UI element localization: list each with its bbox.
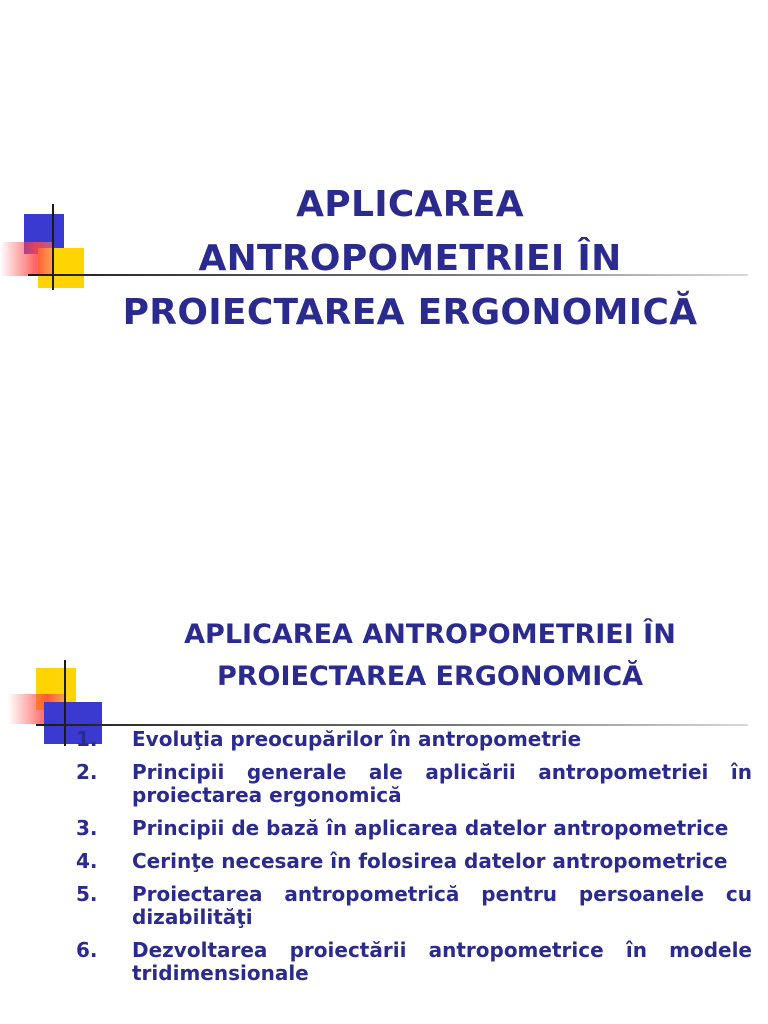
title-line: APLICAREA ANTROPOMETRIEI ÎN bbox=[184, 619, 676, 650]
ornament-vertical-line bbox=[64, 660, 66, 746]
list-item bbox=[76, 883, 752, 929]
title-line: APLICAREA bbox=[296, 184, 524, 225]
list-item bbox=[76, 850, 752, 873]
ornament-vertical-line bbox=[52, 204, 54, 290]
list-item-text: Principii de bază în aplicarea datelor antropometrice bbox=[132, 816, 729, 840]
ornament-red-square bbox=[0, 242, 52, 276]
list-item bbox=[76, 728, 752, 751]
list-item-text: Cerinţe necesare în folosirea datelor antropometrice bbox=[132, 849, 728, 873]
list-item bbox=[76, 761, 752, 807]
agenda-list bbox=[76, 728, 752, 995]
list-item-number: 6. bbox=[76, 938, 98, 962]
title-line: PROIECTAREA ERGONOMICĂ bbox=[122, 292, 698, 333]
slide-title-text bbox=[60, 178, 760, 340]
title-line: PROIECTAREA ERGONOMICĂ bbox=[216, 661, 644, 692]
list-item-number: 2. bbox=[76, 760, 98, 784]
list-item-number: 1. bbox=[76, 727, 98, 751]
list-item-number: 3. bbox=[76, 816, 98, 840]
list-item-number: 5. bbox=[76, 882, 98, 906]
list-item-text: Evoluţia preocupărilor în antropometrie bbox=[132, 727, 582, 751]
list-item-number: 4. bbox=[76, 849, 98, 873]
list-item bbox=[76, 939, 752, 985]
agenda-title bbox=[100, 614, 760, 698]
title-divider-line bbox=[36, 724, 748, 726]
title-line: ANTROPOMETRIEI ÎN bbox=[198, 238, 622, 279]
list-item bbox=[76, 817, 752, 840]
list-item-text: Proiectarea antropometrică pentru persoanele cu dizabilităţi bbox=[132, 882, 752, 929]
list-item-text: Dezvoltarea proiectării antropometrice în modele tridimensionale bbox=[132, 938, 752, 985]
list-item-text: Principii generale ale aplicării antropometriei în proiectarea ergonomică bbox=[132, 760, 752, 807]
